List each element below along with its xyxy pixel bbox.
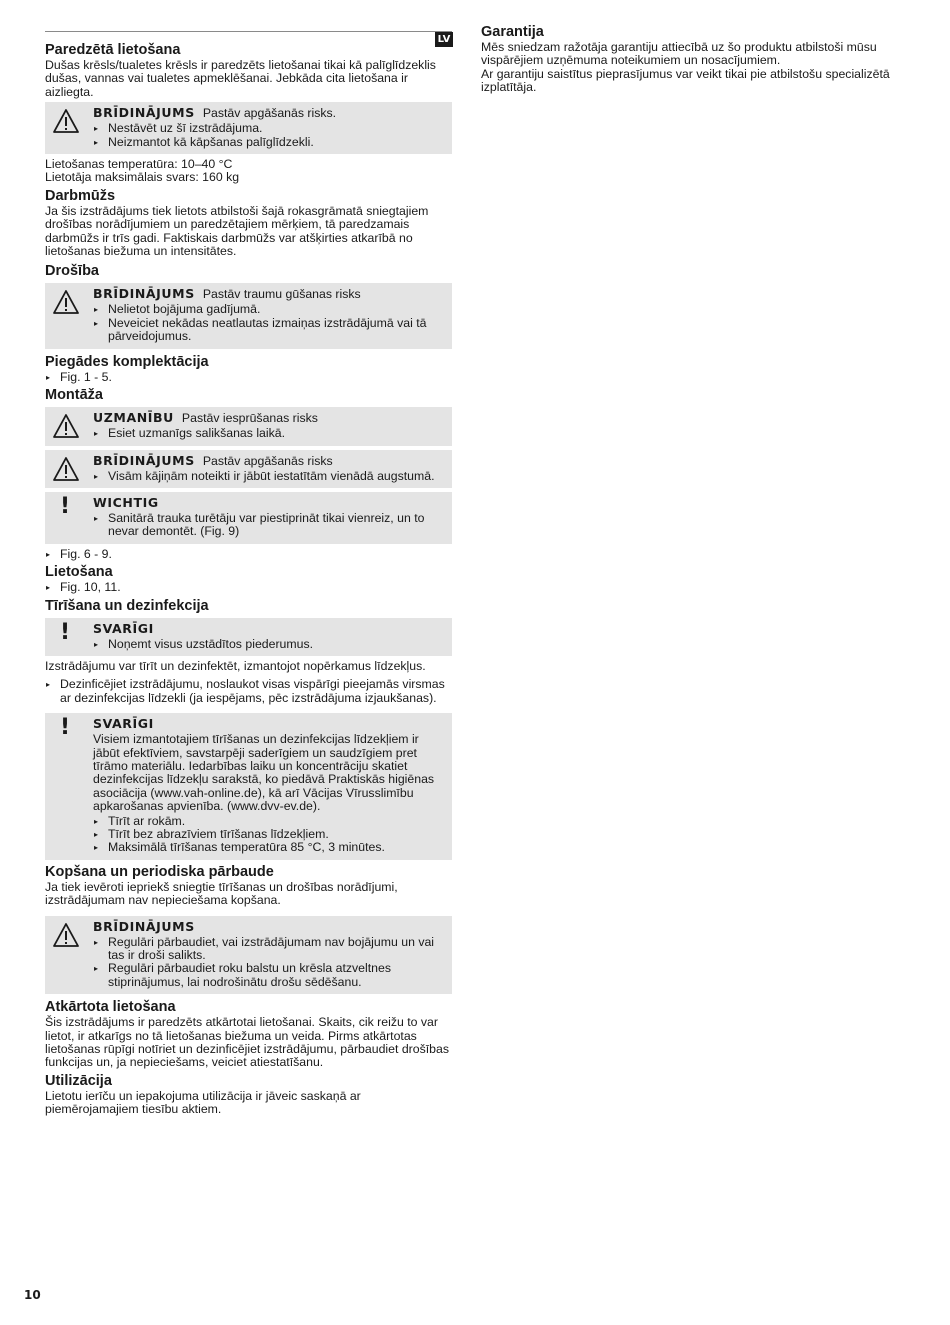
caution-heading [93,410,444,426]
list-item: ▸ Nelietot bojājuma gadījumā. [93,303,444,316]
caution-box [45,407,452,445]
notice-list [93,638,444,651]
list-item: ▸ Neveiciet nekādas neatlautas izmaiņas izstrādājumā vai tā pārveidojumus. [93,317,444,344]
warning-triangle-icon [53,289,79,315]
right-column [481,24,901,95]
reuse-text: Šis izstrādājums ir paredzēts atkārtotai lietošanai. Skaits, cik reižu to var lietot, ir atkarīgs no tā lietošanas biežuma un veida. Pirms atkārtotas lietošanas rūpīgi notīriet un dezinficējiet izstrādājumu, pārbaudiet drošības funkcijas un, ja nepieciešams, veiciet atiestatīšanu. [45,1015,449,1070]
list-item: ▸ Neizmantot kā kāpšanas palīglīdzekli. [93,136,444,149]
list-item: ▸ Visām kājiņām noteikti ir jābūt iestatītām vienādā augstumā. [93,470,444,483]
warning-triangle-icon [53,456,79,482]
disposal-text: Lietotu ierīču un iepakojuma utilizācija ir jāveic saskaņā ar piemērojamajiem tiesību aktiem. [45,1088,361,1117]
max-user-weight: Lietotāja maksimālais svars: 160 kg [45,170,240,185]
notice-keyword: WICHTIG [93,494,159,510]
warning-box [45,916,452,995]
warning-text: Pastāv traumu gūšanas risks [202,287,361,302]
notice-keyword: SVARĪGI [93,716,154,732]
section-title-safety: Drošība [45,263,99,280]
list-item: ▸ Maksimālā tīrīšanas temperatūra 85 °C, 3 minūtes. [93,841,444,854]
warning-keyword: BRĪDINĀJUMS [93,918,195,934]
warning-triangle-icon [53,922,79,948]
list-item: ▸ Nestāvēt uz šī izstrādājuma. [93,122,444,135]
operating-temperature: Lietošanas temperatūra: 10–40 °C [45,157,233,172]
figure-reference-list [45,548,452,561]
warning-list [93,470,444,483]
list-item: ▸ Tīrīt ar rokām. [93,815,444,828]
list-item: ▸ Sanitārā trauka turētāju var piestiprināt tikai vienreiz, un to nevar demontēt. (Fig. 9) [93,512,444,539]
notice-list [93,815,444,855]
warning-keyword: BRĪDINĀJUMS [93,452,195,468]
warning-box [45,450,452,488]
notice-box [45,492,452,544]
exclamation-icon: ! [60,493,71,519]
exclamation-icon: ! [60,715,71,741]
notice-heading [93,716,444,732]
service-life-text: Ja šis izstrādājums tiek lietots atbilstoši šajā rokasgrāmatā sniegtajiem drošības norādījumiem un paredzētajiem mērķiem, tā paredzamais darbmūžs ir trīs gadi. Faktiskais darbmūžs var atšķirties atkarībā no lietošanas biežuma un intensitātes. [45,203,429,259]
section-title-reuse: Atkārtota lietošana [45,999,176,1016]
notice-keyword: SVARĪGI [93,620,154,636]
warning-list [93,122,444,149]
section-title-cleaning: Tīrīšana un dezinfekcija [45,597,209,614]
section-title-assembly: Montāža [45,387,103,404]
warning-triangle-icon [53,413,79,439]
list-item: ▸ Tīrīt bez abrazīviem tīrīšanas līdzekļiem. [93,828,444,841]
warning-keyword: BRĪDINĀJUMS [93,105,195,121]
warranty-claims-text: Ar garantiju saistītus pieprasījumus var veikt tikai pie atbilstošu specializētā izplatītāja. [481,66,890,95]
warning-keyword: BRĪDINĀJUMS [93,286,195,302]
warning-heading [93,919,444,935]
exclamation-icon: ! [60,619,71,645]
section-title-warranty: Garantija [481,24,544,40]
warning-box [45,283,452,348]
page-number: 10 [24,1288,41,1302]
cleaning-instruction-list [45,678,452,705]
top-rule [45,31,452,32]
warning-heading [93,453,444,469]
maintenance-text: Ja tiek ievēroti iepriekš sniegtie tīrīšanas un drošības norādījumi, izstrādājumam nav nepieciešama kopšana. [45,879,398,908]
intended-use-text: Dušas krēsls/tualetes krēsls ir paredzēts lietošanai tikai kā palīglīdzeklis dušas, vannas vai tualetes apmeklēšanai. Jebkāda cita lietošana ir aizliegta. [45,58,436,99]
list-item: ▸ Fig. 1 - 5. [45,371,452,384]
warning-box [45,102,452,154]
warning-heading [93,286,444,302]
section-title-maintenance: Kopšana un periodiska pārbaude [45,863,274,880]
list-item: ▸ Fig. 10, 11. [45,581,452,594]
list-item: ▸ Esiet uzmanīgs salikšanas laikā. [93,427,444,440]
warning-triangle-icon [53,108,79,134]
list-item: ▸ Regulāri pārbaudiet roku balstu un krēsla atzveltnes stiprinājumus, lai nodrošinātu drošu sēdēšanu. [93,962,444,989]
caution-text: Pastāv iesprūšanas risks [181,411,318,426]
warning-text: Pastāv apgāšanās risks. [202,106,337,121]
warning-text: Pastāv apgāšanās risks [202,453,333,468]
caution-list [93,427,444,440]
language-tag: LV [435,32,453,47]
notice-text: Visiem izmantotajiem tīrīšanas un dezinfekcijas līdzekļiem ir jābūt efektīviem, savstarpēji saderīgiem un saudzīgiem pret tīrāmo materiālu. Iedarbības laiku un koncentrāciju skatiet dezinfekcijas līdzekļu sarakstā, ko piedāvā Praktiskās higiēnas asociācija (www.vah-online.de), kā arī Vācijas Vīrusslimību apkarošanas apvienība. (www.dvv-ev.de). [93,732,435,814]
notice-box [45,713,452,860]
figure-reference-list [45,371,452,384]
warning-heading [93,105,444,121]
section-title-scope-of-delivery: Piegādes komplektācija [45,353,209,370]
notice-box [45,618,452,656]
figure-reference-list [45,581,452,594]
list-item: ▸ Fig. 6 - 9. [45,548,452,561]
warning-list [93,936,444,990]
caution-keyword: UZMANĪBU [93,410,174,426]
notice-heading [93,495,444,511]
section-title-service-life: Darbmūžs [45,187,116,204]
list-item: ▸ Regulāri pārbaudiet, vai izstrādājumam nav bojājumu un vai tas ir droši salikts. [93,936,444,963]
section-title-disposal: Utilizācija [45,1072,112,1089]
list-item: ▸ Dezinficējiet izstrādājumu, noslaukot visas vispārīgi pieejamās virsmas ar dezinfekcijas līdzekli (ja iespējams, pēc izstrādājuma izjaukšanas). [45,678,452,705]
warranty-text: Mēs sniedzam ražotāja garantiju attiecībā uz šo produktu atbilstoši mūsu vispārējiem uzņēmuma noteikumiem un nosacījumiem. [481,40,877,68]
list-item: ▸ Noņemt visus uzstādītos piederumus. [93,638,444,651]
section-title-intended-use: Paredzētā lietošana [45,42,181,58]
warning-list [93,303,444,343]
notice-list [93,512,444,539]
notice-heading [93,621,444,637]
left-column [45,39,452,1117]
cleaning-text: Izstrādājumu var tīrīt un dezinfektēt, izmantojot nopērkamus līdzekļus. [45,658,426,673]
section-title-usage: Lietošana [45,564,113,581]
